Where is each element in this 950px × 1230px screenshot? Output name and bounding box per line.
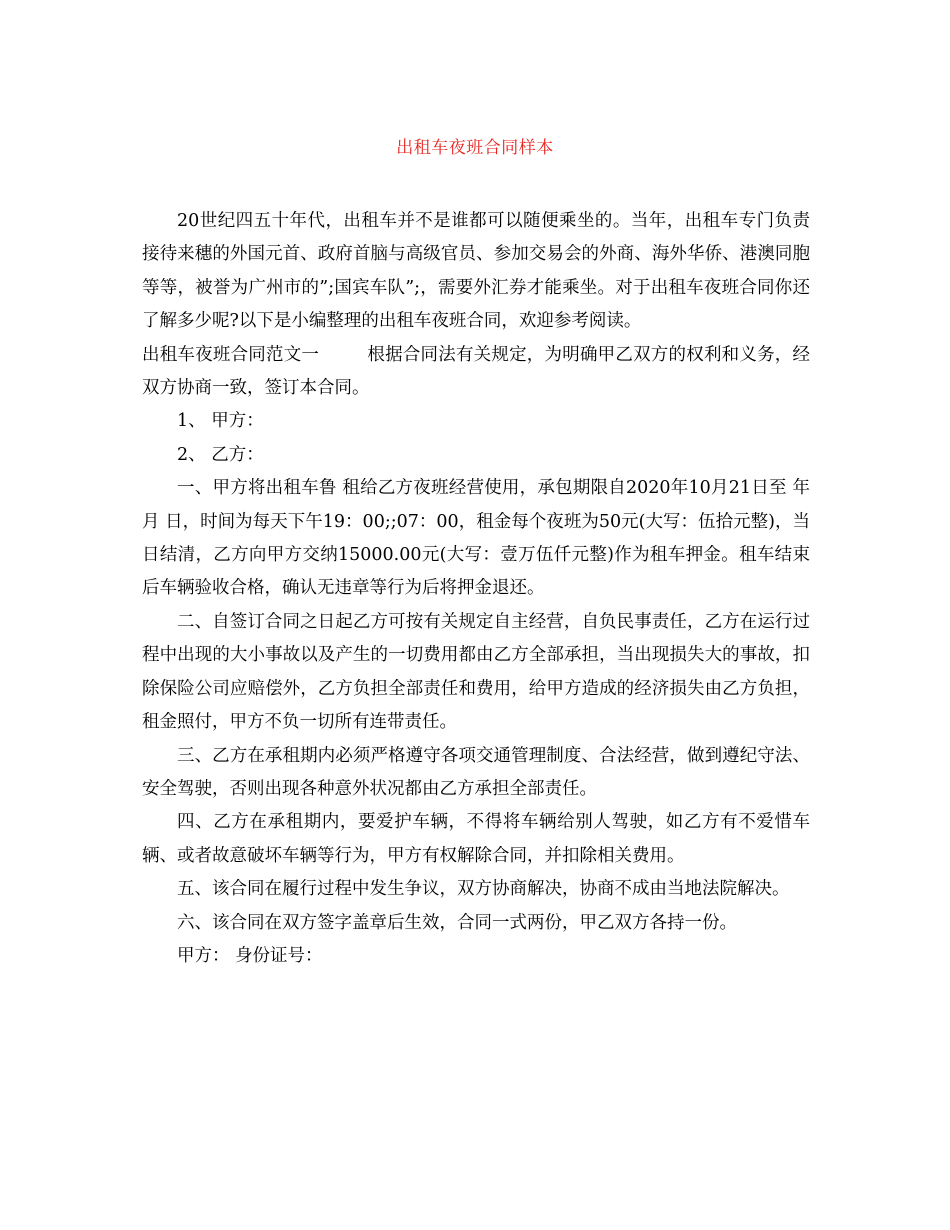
clause-3: 三、乙方在承租期内必须严格遵守各项交通管理制度、合法经营，做到遵纪守法、安全驾驶，否则出现各种意外状况都由乙方承担全部责任。 [142,745,810,799]
clause-4: 四、乙方在承租期内，要爱护车辆，不得将车辆给别人驾驶，如乙方有不爱惜车辆、或者故意破坏车辆等行为，甲方有权解除合同，并扣除相关费用。 [142,812,810,866]
party-a-line: 1、 甲方： [177,411,264,432]
document-body [142,205,810,973]
clause-1: 一、甲方将出租车鲁 租给乙方夜班经营使用，承包期限自2020年10月21日至 年 月 日，时间为每天下午19：00;;07：00，租金每个夜班为50元(大写：伍拾元整)，当日结清，乙方向甲方交纳15000.00元(大写：壹万伍仟元整)作为租车押金。租车结束后车辆验收合格，确认无违章等行为后将押金退还。 [142,478,810,599]
clause-5: 五、该合同在履行过程中发生争议，双方协商解决，协商不成由当地法院解决。 [177,879,790,900]
clause-2: 二、自签订合同之日起乙方可按有关规定自主经营，自负民事责任，乙方在运行过程中出现的大小事故以及产生的一切费用都由乙方全部承担，当出现损失大的事故，扣除保险公司应赔偿外，乙方负担全部责任和费用，给甲方造成的经济损失由乙方负担，租金照付，甲方不负一切所有连带责任。 [142,611,810,733]
sample-heading: 出租车夜班合同范文一 [142,344,320,365]
signature-line: 甲方： 身份证号： [177,945,323,966]
sample-intro: 根据合同法有关规定，为明确甲乙双方的权利和义务，经双方协商一致，签订本合同。 [142,344,811,399]
document-title: 出租车夜班合同样本 [396,138,554,158]
intro-paragraph: 20世纪四五十年代，出租车并不是谁都可以随便乘坐的。当年，出租车专门负责接待来穗的外国元首、政府首脑与高级官员、参加交易会的外商、海外华侨、港澳同胞等等，被誉为广州市的”;国宾车队”;，需要外汇券才能乘坐。对于出租车夜班合同你还了解多少呢?以下是小编整理的出租车夜班合同，欢迎参考阅读。 [142,211,810,332]
clause-6: 六、该合同在双方签字盖章后生效，合同一式两份，甲乙双方各持一份。 [177,912,737,933]
sample-paragraph [142,339,810,406]
party-b-line: 2、 乙方： [177,444,264,465]
